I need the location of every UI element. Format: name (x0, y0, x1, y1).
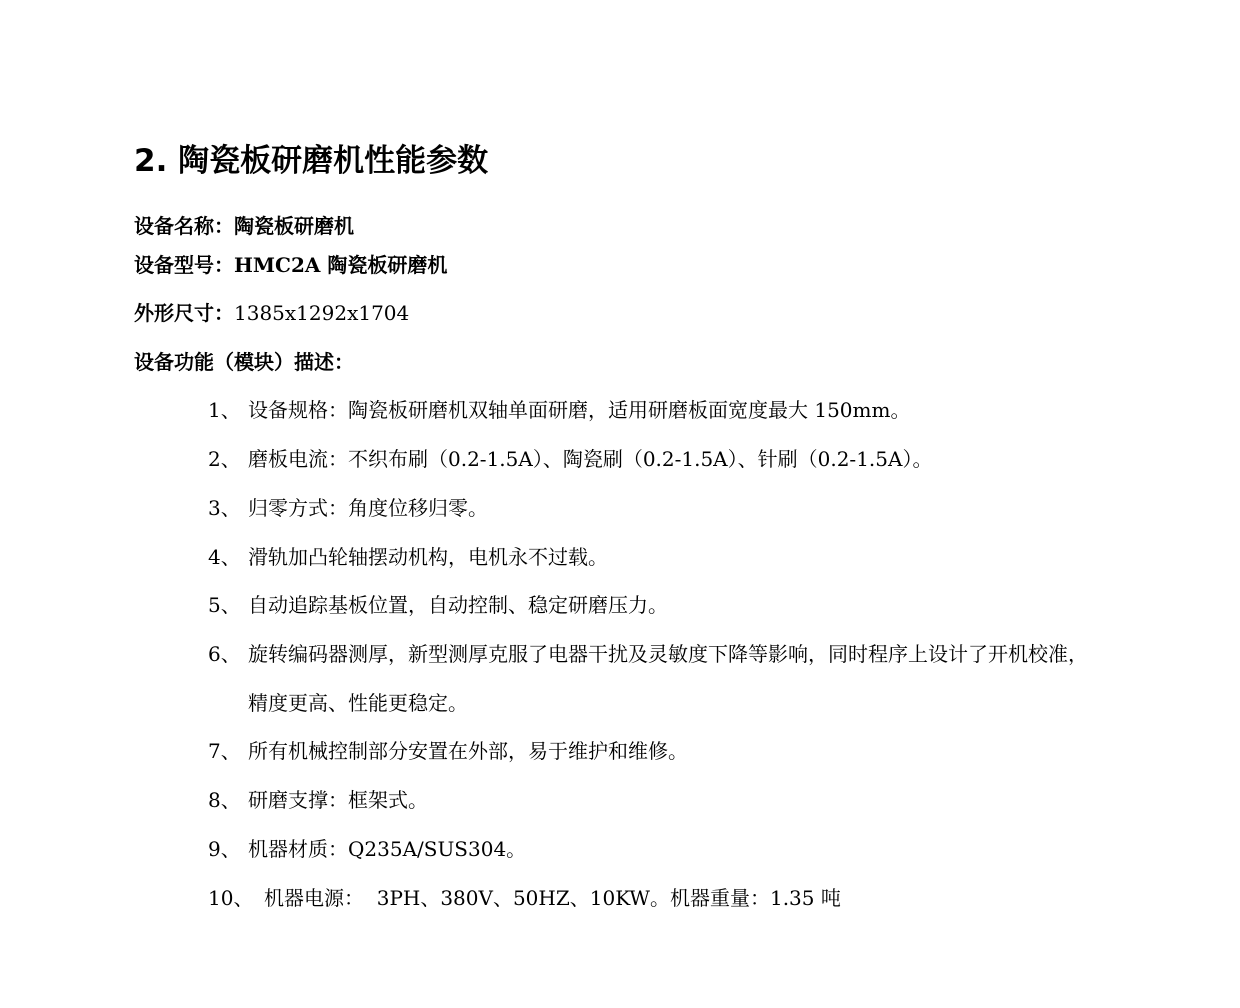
list-item-text: 设备规格：陶瓷板研磨机双轴单面研磨，适用研磨板面宽度最大 150mm。 (248, 398, 911, 422)
list-item-number: 5、 (208, 593, 241, 617)
function-description-field (134, 349, 354, 375)
list-item-text: 研磨支撑：框架式。 (248, 788, 428, 812)
list-item-text: 滑轨加凸轮轴摆动机构，电机永不过载。 (248, 545, 608, 569)
function-description-label: 设备功能（模块）描述： (134, 350, 354, 374)
list-item-number: 2、 (208, 447, 241, 471)
list-item-number: 8、 (208, 788, 241, 812)
list-item-text: 归零方式：角度位移归零。 (248, 496, 488, 520)
equipment-model-field (134, 252, 447, 278)
dimensions-label: 外形尺寸： (134, 301, 234, 325)
list-item-text: 磨板电流：不织布刷（0.2-1.5A）、陶瓷刷（0.2-1.5A）、针刷（0.2-1.5A）。 (248, 447, 933, 471)
dimensions-field (134, 300, 409, 326)
list-item-number: 9、 (208, 837, 241, 861)
list-item-text: 机器材质：Q235A/SUS304。 (248, 837, 527, 861)
list-item-text: 机器电源： 3PH、380V、50HZ、10KW。机器重量：1.35 吨 (264, 886, 841, 910)
list-item-text: 旋转编码器测厚，新型测厚克服了电器干扰及灵敏度下降等影响，同时程序上设计了开机校准， (248, 642, 1088, 666)
equipment-name-field (134, 213, 354, 239)
list-item-number: 3、 (208, 496, 241, 520)
list-item-text: 自动追踪基板位置，自动控制、稳定研磨压力。 (248, 593, 668, 617)
list-item-number: 4、 (208, 545, 241, 569)
equipment-name-value: 陶瓷板研磨机 (234, 214, 354, 238)
equipment-model-value: HMC2A 陶瓷板研磨机 (234, 253, 448, 277)
list-item-number: 6、 (208, 642, 241, 666)
list-item-continuation: 精度更高、性能更稳定。 (248, 691, 468, 715)
list-item-number: 7、 (208, 739, 241, 763)
section-heading: 2. 陶瓷板研磨机性能参数 (134, 143, 489, 179)
equipment-name-label: 设备名称： (134, 214, 234, 238)
list-item-number: 10、 (208, 886, 254, 910)
equipment-model-label: 设备型号： (134, 253, 234, 277)
dimensions-value: 1385x1292x1704 (234, 301, 410, 325)
list-item-text: 所有机械控制部分安置在外部，易于维护和维修。 (248, 739, 688, 763)
list-item-number: 1、 (208, 398, 241, 422)
